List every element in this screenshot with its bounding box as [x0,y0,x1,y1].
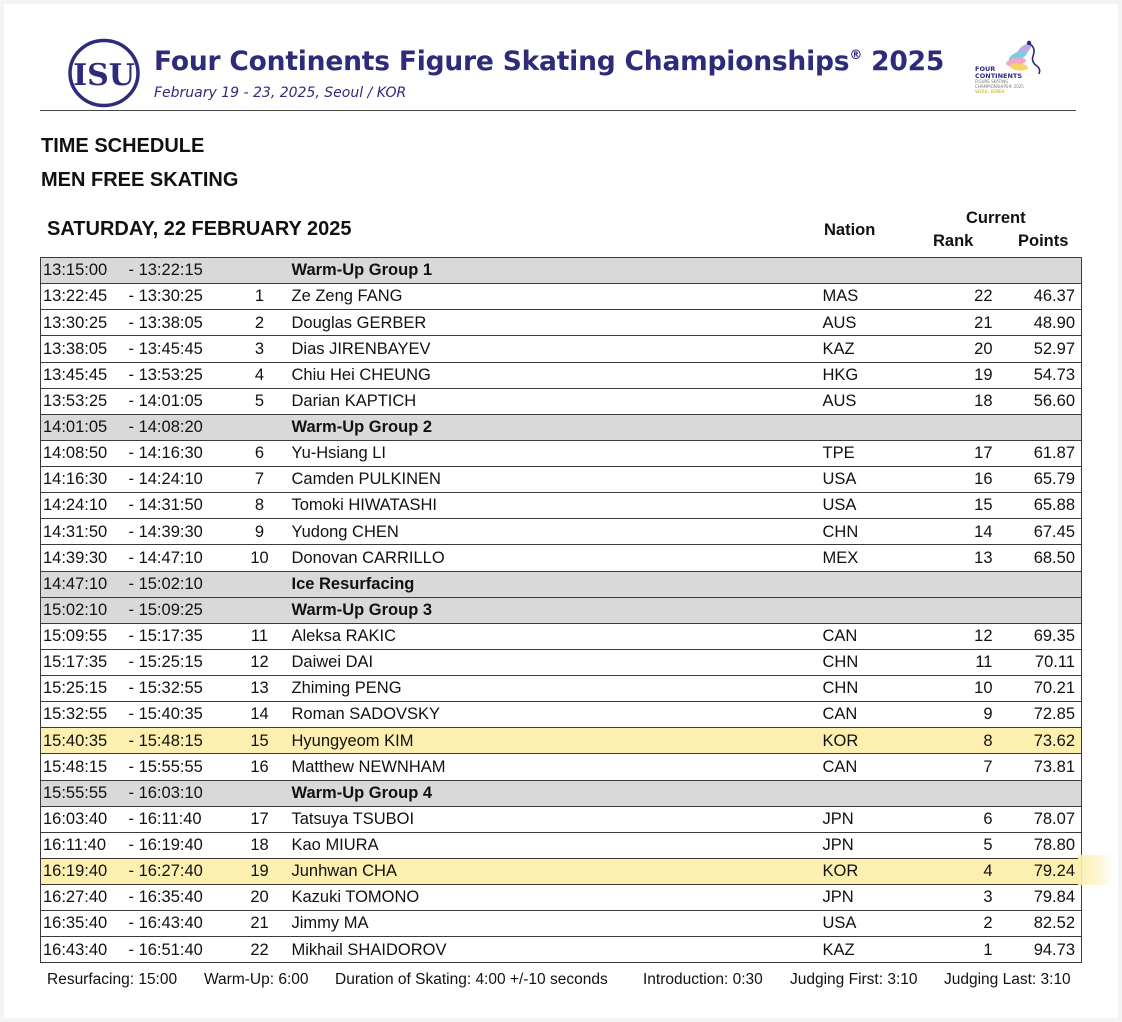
points: 78.07 [998,806,1082,832]
highlighted-skater-row [41,728,1082,754]
start-number [230,780,290,806]
nation [820,414,916,440]
nation: CHN [820,676,916,702]
end-time: - 13:45:45 [129,336,230,362]
points: 48.90 [998,310,1082,336]
nation: KAZ [820,937,916,963]
footer-judging-last: Judging Last: 3:10 [944,971,1071,988]
start-time: 13:15:00 [41,258,129,284]
doc-title: TIME SCHEDULE [41,135,205,157]
end-time: - 14:08:20 [129,414,230,440]
start-time: 15:55:55 [41,780,129,806]
rank: 14 [916,519,998,545]
rank [916,597,998,623]
start-number: 7 [230,467,290,493]
group-row [41,780,1082,806]
start-time: 14:47:10 [41,571,129,597]
footer-resurfacing: Resurfacing: 15:00 [47,971,178,988]
start-number: 22 [230,937,290,963]
start-number: 2 [230,310,290,336]
nation: JPN [820,806,916,832]
event-logo-line4: CHAMPIONSHIPS® 2025 [975,84,1024,89]
group-label: Warm-Up Group 3 [290,597,820,623]
highlighted-skater-row [41,858,1082,884]
skater-row [41,806,1082,832]
skater-row [41,362,1082,388]
nation: CAN [820,754,916,780]
start-number: 19 [230,858,290,884]
skater-name: Yudong CHEN [290,519,820,545]
skater-name: Kao MIURA [290,832,820,858]
start-time: 16:03:40 [41,806,129,832]
rank: 22 [916,284,998,310]
event-title: MEN FREE SKATING [41,169,239,191]
start-time: 14:31:50 [41,519,129,545]
skater-name: Yu-Hsiang LI [290,440,820,466]
group-row [41,597,1082,623]
rank: 18 [916,388,998,414]
event-logo-line2: CONTINENTS [975,71,1023,80]
start-time: 15:32:55 [41,702,129,728]
rank [916,258,998,284]
group-label: Ice Resurfacing [290,571,820,597]
skater-row [41,623,1082,649]
start-time: 14:16:30 [41,467,129,493]
rank: 11 [916,649,998,675]
start-number: 4 [230,362,290,388]
skater-row [41,336,1082,362]
nation: MEX [820,545,916,571]
start-time: 14:24:10 [41,493,129,519]
start-number: 16 [230,754,290,780]
skater-name: Kazuki TOMONO [290,885,820,911]
skater-name: Jimmy MA [290,911,820,937]
skater-row [41,284,1082,310]
points [998,571,1082,597]
start-time: 13:38:05 [41,336,129,362]
start-time: 13:45:45 [41,362,129,388]
points: 68.50 [998,545,1082,571]
points: 67.45 [998,519,1082,545]
end-time: - 16:03:10 [129,780,230,806]
start-number: 20 [230,885,290,911]
col-header-current: Current [966,209,1026,227]
skater-row [41,754,1082,780]
start-time: 13:30:25 [41,310,129,336]
rank: 13 [916,545,998,571]
footer-warmup: Warm-Up: 6:00 [204,971,309,988]
nation: CAN [820,702,916,728]
event-logo-line1: FOUR [975,65,996,73]
schedule-table [40,257,1082,963]
end-time: - 15:55:55 [129,754,230,780]
start-number [230,414,290,440]
nation: JPN [820,885,916,911]
isu-logo [67,38,141,108]
points: 46.37 [998,284,1082,310]
rank [916,780,998,806]
end-time: - 14:47:10 [129,545,230,571]
start-time: 14:08:50 [41,440,129,466]
nation: USA [820,493,916,519]
skater-name: Darian KAPTICH [290,388,820,414]
skater-row [41,519,1082,545]
rank: 20 [916,336,998,362]
nation: KOR [820,728,916,754]
start-number [230,571,290,597]
start-time: 16:19:40 [41,858,129,884]
skater-row [41,440,1082,466]
rank: 17 [916,440,998,466]
event-logo [972,38,1052,110]
start-number: 10 [230,545,290,571]
start-time: 16:27:40 [41,885,129,911]
rank: 2 [916,911,998,937]
start-time: 15:09:55 [41,623,129,649]
skater-row [41,885,1082,911]
start-time: 15:25:15 [41,676,129,702]
nation: USA [820,911,916,937]
points: 52.97 [998,336,1082,362]
skater-row [41,911,1082,937]
skater-name: Mikhail SHAIDOROV [290,937,820,963]
start-time: 13:22:45 [41,284,129,310]
skater-name: Matthew NEWNHAM [290,754,820,780]
points: 65.79 [998,467,1082,493]
start-number: 18 [230,832,290,858]
start-time: 16:11:40 [41,832,129,858]
rank: 21 [916,310,998,336]
nation: HKG [820,362,916,388]
end-time: - 14:24:10 [129,467,230,493]
end-time: - 16:27:40 [129,858,230,884]
group-label: Warm-Up Group 1 [290,258,820,284]
nation [820,258,916,284]
date-heading: SATURDAY, 22 FEBRUARY 2025 [47,218,352,240]
rank: 12 [916,623,998,649]
end-time: - 15:09:25 [129,597,230,623]
skater-row [41,832,1082,858]
rank [916,414,998,440]
points [998,597,1082,623]
skater-name: Douglas GERBER [290,310,820,336]
skater-name: Daiwei DAI [290,649,820,675]
skater-row [41,937,1082,963]
footer-duration: Duration of Skating: 4:00 +/-10 seconds [335,971,608,988]
skater-name: Ze Zeng FANG [290,284,820,310]
start-time: 14:01:05 [41,414,129,440]
skater-name: Camden PULKINEN [290,467,820,493]
skater-name: Tatsuya TSUBOI [290,806,820,832]
group-row [41,258,1082,284]
skater-name: Chiu Hei CHEUNG [290,362,820,388]
skater-row [41,676,1082,702]
col-header-nation: Nation [824,221,876,239]
skater-row [41,702,1082,728]
skater-row [41,649,1082,675]
skater-row [41,310,1082,336]
end-time: - 15:02:10 [129,571,230,597]
points: 72.85 [998,702,1082,728]
header-divider [40,110,1076,111]
rank: 9 [916,702,998,728]
rank: 16 [916,467,998,493]
start-number: 1 [230,284,290,310]
skater-row [41,388,1082,414]
skater-name: Roman SADOVSKY [290,702,820,728]
nation: KAZ [820,336,916,362]
start-time: 16:43:40 [41,937,129,963]
end-time: - 15:48:15 [129,728,230,754]
points: 82.52 [998,911,1082,937]
start-number: 14 [230,702,290,728]
rank: 4 [916,858,998,884]
end-time: - 15:17:35 [129,623,230,649]
nation [820,597,916,623]
championship-title: Four Continents Figure Skating Championships® 2025 [154,46,945,77]
event-logo-line3: FIGURE SKATING [975,79,1009,84]
points: 70.21 [998,676,1082,702]
start-number: 3 [230,336,290,362]
points: 56.60 [998,388,1082,414]
nation: CAN [820,623,916,649]
start-time: 15:48:15 [41,754,129,780]
group-label: Warm-Up Group 2 [290,414,820,440]
points [998,258,1082,284]
rank: 7 [916,754,998,780]
start-number: 6 [230,440,290,466]
end-time: - 16:19:40 [129,832,230,858]
start-number: 21 [230,911,290,937]
skater-name: Zhiming PENG [290,676,820,702]
end-time: - 14:31:50 [129,493,230,519]
end-time: - 13:22:15 [129,258,230,284]
footer-introduction: Introduction: 0:30 [643,971,763,988]
skater-name: Donovan CARRILLO [290,545,820,571]
points: 73.62 [998,728,1082,754]
group-row [41,414,1082,440]
points: 78.80 [998,832,1082,858]
start-time: 16:35:40 [41,911,129,937]
skater-name: Dias JIRENBAYEV [290,336,820,362]
skater-name: Junhwan CHA [290,858,820,884]
start-number: 17 [230,806,290,832]
skater-row [41,467,1082,493]
skater-row [41,545,1082,571]
start-time: 15:17:35 [41,649,129,675]
start-number: 15 [230,728,290,754]
start-time: 15:02:10 [41,597,129,623]
end-time: - 15:32:55 [129,676,230,702]
footer-judging-first: Judging First: 3:10 [790,971,918,988]
start-number: 8 [230,493,290,519]
start-number [230,258,290,284]
end-time: - 13:53:25 [129,362,230,388]
rank: 3 [916,885,998,911]
group-row [41,571,1082,597]
end-time: - 15:25:15 [129,649,230,675]
rank: 19 [916,362,998,388]
nation: JPN [820,832,916,858]
event-logo-line5: SEOUL, KOREA [975,89,1005,94]
championship-dates: February 19 - 23, 2025, Seoul / KOR [154,85,407,101]
points: 69.35 [998,623,1082,649]
nation: AUS [820,388,916,414]
points: 65.88 [998,493,1082,519]
nation [820,571,916,597]
rank: 10 [916,676,998,702]
start-number: 13 [230,676,290,702]
highlight-mark [1078,855,1114,885]
end-time: - 16:35:40 [129,885,230,911]
end-time: - 14:01:05 [129,388,230,414]
points [998,780,1082,806]
points: 61.87 [998,440,1082,466]
end-time: - 16:11:40 [129,806,230,832]
col-header-points: Points [1018,232,1069,250]
rank: 5 [916,832,998,858]
col-header-rank: Rank [933,232,974,250]
group-label: Warm-Up Group 4 [290,780,820,806]
nation [820,780,916,806]
skater-name: Aleksa RAKIC [290,623,820,649]
nation: CHN [820,649,916,675]
start-number: 11 [230,623,290,649]
start-number: 12 [230,649,290,675]
points: 73.81 [998,754,1082,780]
end-time: - 14:16:30 [129,440,230,466]
end-time: - 13:38:05 [129,310,230,336]
nation: TPE [820,440,916,466]
start-time: 15:40:35 [41,728,129,754]
start-number [230,597,290,623]
nation: USA [820,467,916,493]
end-time: - 13:30:25 [129,284,230,310]
rank: 6 [916,806,998,832]
start-time: 14:39:30 [41,545,129,571]
nation: KOR [820,858,916,884]
rank [916,571,998,597]
nation: AUS [820,310,916,336]
points: 79.24 [998,858,1082,884]
points: 70.11 [998,649,1082,675]
start-number: 9 [230,519,290,545]
end-time: - 15:40:35 [129,702,230,728]
rank: 1 [916,937,998,963]
end-time: - 16:43:40 [129,911,230,937]
nation: MAS [820,284,916,310]
points: 54.73 [998,362,1082,388]
end-time: - 14:39:30 [129,519,230,545]
rank: 8 [916,728,998,754]
rank: 15 [916,493,998,519]
skater-row [41,493,1082,519]
start-time: 13:53:25 [41,388,129,414]
isu-logo-text: ISU [73,58,135,93]
skater-name: Hyungyeom KIM [290,728,820,754]
end-time: - 16:51:40 [129,937,230,963]
start-number: 5 [230,388,290,414]
points [998,414,1082,440]
points: 79.84 [998,885,1082,911]
skater-name: Tomoki HIWATASHI [290,493,820,519]
points: 94.73 [998,937,1082,963]
nation: CHN [820,519,916,545]
